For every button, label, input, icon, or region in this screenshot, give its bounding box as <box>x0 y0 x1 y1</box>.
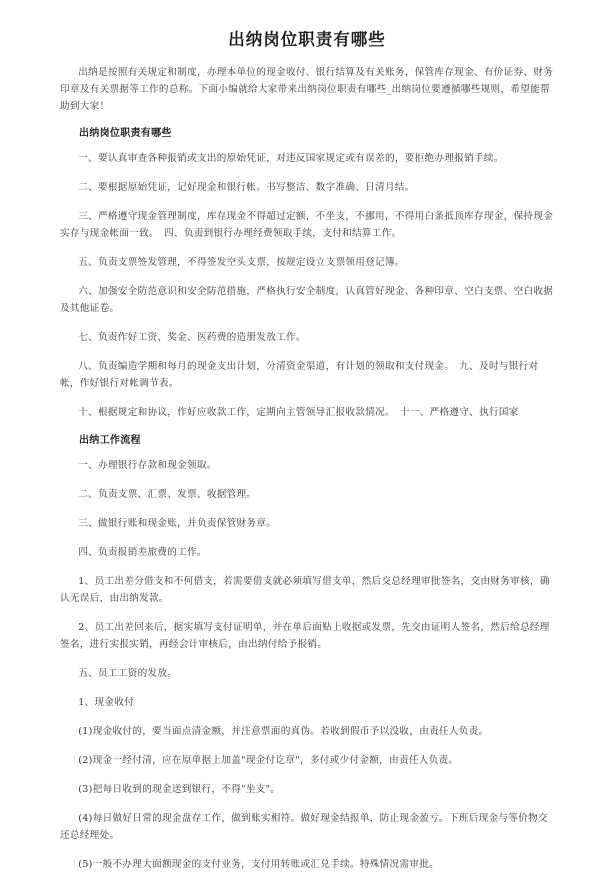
section-heading-workflow: 出纳工作流程 <box>79 435 141 446</box>
duty-item: 五、负责支票签发管理，不得签发空头支票，按规定设立支票领用登记簿。 <box>78 257 405 268</box>
duty-item: 三、严格遵守现金管理制度，库存现金不得超过定额，不坐支，不挪用，不得用白条抵顶库存现金，保持现金实存与现金帐面一致。 四、负责到银行办理经费领取手续，支付和结算工作。 <box>60 211 554 239</box>
intro-paragraph: 出纳是按照有关规定和制度，办理本单位的现金收付、银行结算及有关账务，保管库存现金、有价证券、财务印章及有关票据等工作的总称。下面小编就给大家带来出纳岗位职责有哪些_出纳岗位要遵循哪些规则，希望能帮助到大家！ <box>60 67 554 112</box>
workflow-item: 1、现金收付 <box>78 697 135 708</box>
workflow-item: 2、员工出差回来后，据实填写支付证明单，并在单后面贴上收据或发票，先交由证明人签名，然后给总经理签名，进行实报实销，再经会计审核后，由出纳付给予报销。 <box>60 622 550 650</box>
duty-item: 七、负责作好工资、奖金、医药费的造册发放工作。 <box>78 332 306 343</box>
duties-list <box>60 150 554 421</box>
duty-item: 八、负责编造学期和每月的现金支出计划，分清资金渠道，有计划的领取和支付现金。 九、及时与银行对帐，作好银行对帐调节表。 <box>60 361 539 389</box>
workflow-item: (3)把每日收到的现金送到银行，不得"坐支"。 <box>78 784 281 795</box>
workflow-list <box>60 457 554 873</box>
workflow-item: (5)一般不办理大面额现金的支付业务，支付用转账或汇兑手续。特殊情况需审批。 <box>78 859 440 870</box>
duty-item: 二、要根据原始凭证，记好现金和银行帐。书写整洁、数字准确、日清月结。 <box>78 182 415 193</box>
workflow-item: 一、办理银行存款和现金领取。 <box>78 460 217 471</box>
workflow-item: 1、员工出差分借支和不何借支，若需要借支就必须填写借支单，然后交总经理审批签名，交由财务审核，确认无误后，由出纳发款。 <box>60 576 550 604</box>
page-title: 出纳岗位职责有哪些 <box>228 30 386 49</box>
workflow-item: (1)现金收付的，要当面点清金额，并注意票面的真伪。若收到假币予以没收，由责任人负责。 <box>78 726 489 737</box>
workflow-item: 三、做银行账和现金账，并负责保管财务章。 <box>78 518 277 529</box>
workflow-item: (4)每日做好日常的现金盘存工作，做到账实相符。做好现金结报单，防止现金盈亏。下班后现金与等价物交还总经理处。 <box>60 813 548 841</box>
duty-item: 一、要认真审查各种报销或支出的原始凭证，对违反国家规定或有误差的，要拒绝办理报销手续。 <box>78 153 504 164</box>
workflow-item: 二、负责支票、汇票、发票、收据管理。 <box>78 489 257 500</box>
duty-item: 六、加强安全防范意识和安全防范措施，严格执行安全制度，认真管好现金、各种印章、空白支票、空白收据及其他证卷。 <box>60 286 554 314</box>
duty-item: 十、根据规定和协议，作好应收款工作，定期向主管领导汇报收款情况。 十一、严格遵守、执行国家 <box>78 407 519 418</box>
workflow-item: 四、负责报销差旅费的工作。 <box>78 547 207 558</box>
section-heading-duties: 出纳岗位职责有哪些 <box>79 128 172 139</box>
workflow-item: (2)现金一经付清，应在原单据上加盖"现金付讫章"，多付或少付金额，由责任人负责。 <box>78 755 459 766</box>
workflow-item: 五、员工工资的发放。 <box>78 668 178 679</box>
